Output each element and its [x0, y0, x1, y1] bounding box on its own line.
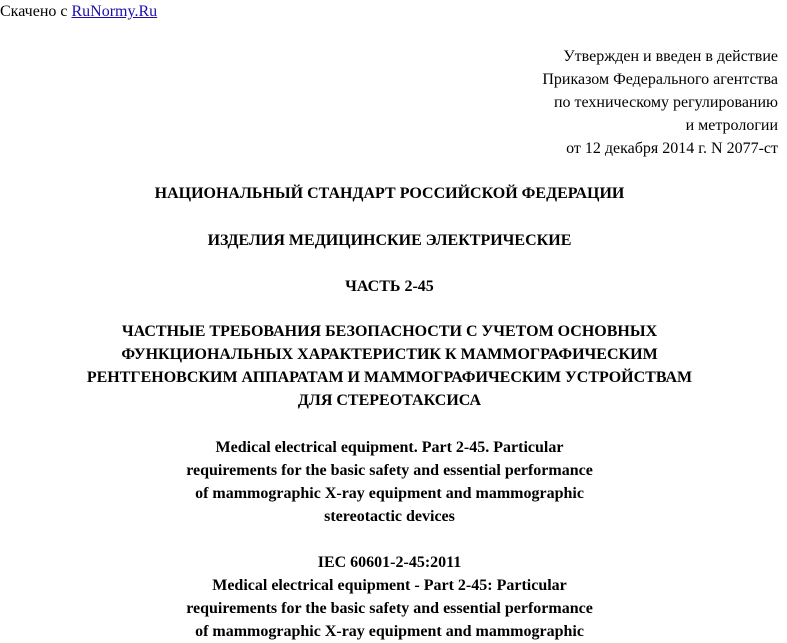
requirements-ru-line: ДЛЯ СТЕРЕОТАКСИСА [297, 392, 482, 409]
requirements-ru-line: ФУНКЦИОНАЛЬНЫХ ХАРАКТЕРИСТИК К МАММОГРАФИЧЕСКИМ [121, 346, 658, 363]
title-en-line: Medical electrical equipment. Part 2-45. Particular [215, 439, 564, 456]
standard-type-heading [0, 182, 779, 205]
approval-line: и метрологии [685, 117, 778, 134]
title-en-line: of mammographic X-ray equipment and mammographic [195, 485, 584, 502]
iec-code: IEC 60601-2-45:2011 [317, 554, 462, 571]
requirements-title-ru [0, 320, 779, 412]
approval-line: по техническому регулированию [553, 94, 778, 111]
approval-block [542, 45, 778, 160]
approval-line: Приказом Федерального агентства [542, 71, 778, 88]
standard-type-text: НАЦИОНАЛЬНЫЙ СТАНДАРТ РОССИЙСКОЙ ФЕДЕРАЦИИ [154, 185, 625, 202]
source-link[interactable]: RuNormy.Ru [71, 3, 158, 20]
iec-title-line: requirements for the basic safety and essential performance [186, 600, 593, 617]
requirements-ru-line: ЧАСТНЫЕ ТРЕБОВАНИЯ БЕЗОПАСНОСТИ С УЧЕТОМ ОСНОВНЫХ [121, 323, 658, 340]
iec-title-line: Medical electrical equipment - Part 2-45: Particular [212, 577, 567, 594]
iec-title-line: of mammographic X-ray equipment and mammographic [195, 623, 584, 640]
product-text: ИЗДЕЛИЯ МЕДИЦИНСКИЕ ЭЛЕКТРИЧЕСКИЕ [207, 232, 572, 249]
iec-reference [0, 551, 779, 643]
approval-line: Утвержден и введен в действие [563, 48, 778, 65]
product-heading [0, 229, 779, 252]
requirements-ru-line: РЕНТГЕНОВСКИМ АППАРАТАМ И МАММОГРАФИЧЕСКИМ УСТРОЙСТВАМ [86, 369, 693, 386]
part-text: ЧАСТЬ 2-45 [345, 278, 434, 295]
source-prefix: Скачено с [0, 3, 72, 20]
title-en [0, 436, 779, 528]
source-line [0, 2, 157, 21]
title-en-line: requirements for the basic safety and essential performance [186, 462, 593, 479]
approval-line: от 12 декабря 2014 г. N 2077-ст [566, 140, 778, 157]
part-heading [0, 275, 779, 298]
title-en-line: stereotactic devices [324, 508, 455, 525]
